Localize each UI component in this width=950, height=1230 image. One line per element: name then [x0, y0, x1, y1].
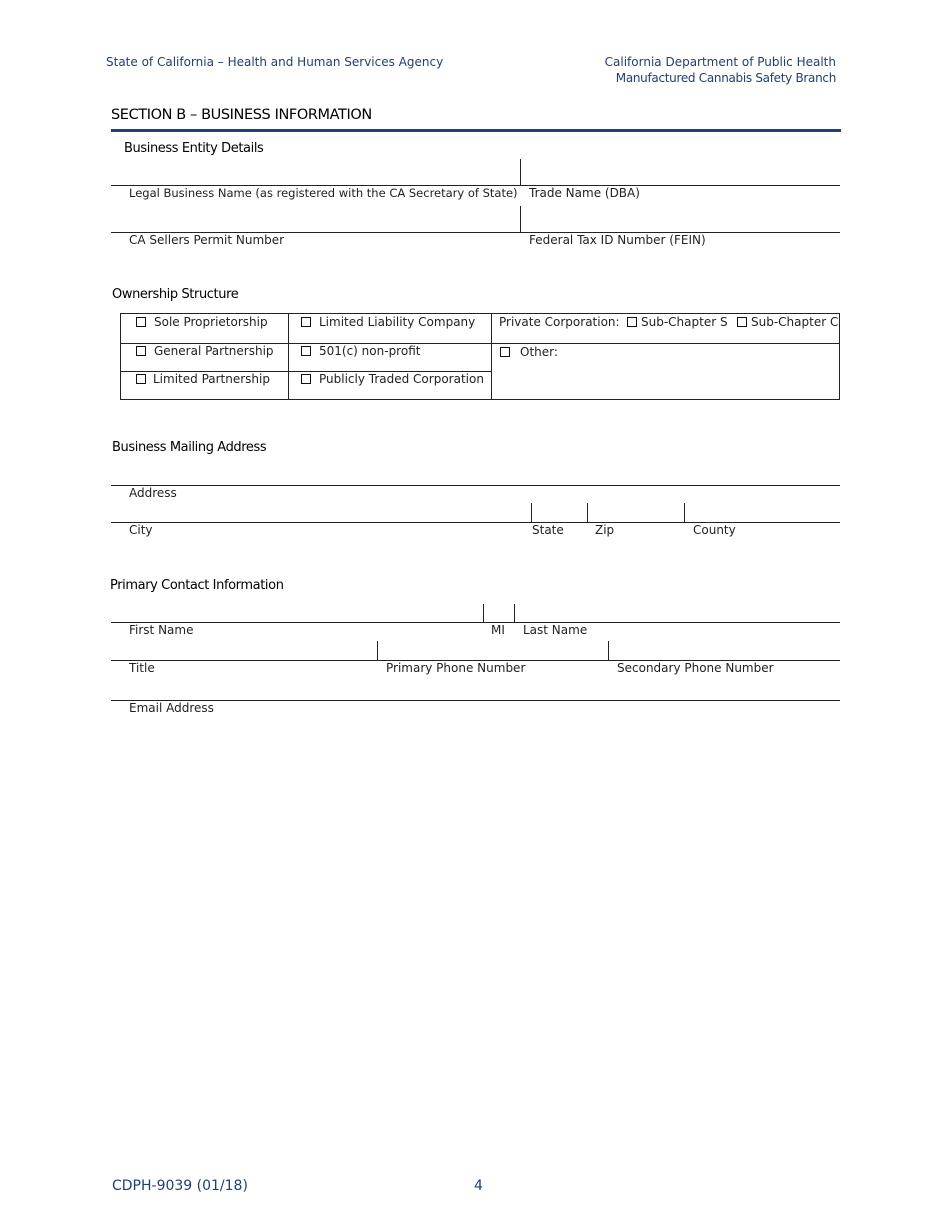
- option-label: Sub-Chapter C: [751, 315, 839, 329]
- option-label: 501(c) non-profit: [319, 344, 421, 358]
- last-name-label: Last Name: [523, 623, 588, 637]
- county-field[interactable]: [685, 503, 840, 522]
- title-divider: [377, 641, 378, 661]
- secondary-phone-field[interactable]: [609, 641, 840, 660]
- state-field[interactable]: [532, 503, 587, 522]
- address-field[interactable]: [111, 460, 840, 485]
- zip-field[interactable]: [588, 503, 684, 522]
- option-501c-nonprofit[interactable]: [301, 344, 420, 358]
- option-sole-proprietorship[interactable]: [136, 315, 268, 329]
- address-line: [111, 485, 840, 486]
- checkbox-icon[interactable]: [737, 317, 747, 327]
- city-label: City: [129, 523, 153, 537]
- option-label: Limited Partnership: [153, 372, 270, 386]
- option-label: Other:: [520, 345, 558, 359]
- form-id: CDPH-9039 (01/18): [112, 1178, 248, 1194]
- option-label: General Partnership: [154, 344, 274, 358]
- first-name-field[interactable]: [111, 604, 483, 622]
- city-field[interactable]: [111, 503, 531, 522]
- email-label: Email Address: [129, 701, 214, 715]
- contact-heading: Primary Contact Information: [110, 578, 284, 593]
- mi-field[interactable]: [484, 604, 514, 622]
- checkbox-icon[interactable]: [136, 317, 146, 327]
- zip-label: Zip: [595, 523, 615, 537]
- name-line: [111, 622, 840, 623]
- state-label: State: [532, 523, 564, 537]
- checkbox-icon[interactable]: [500, 347, 510, 357]
- checkbox-icon[interactable]: [136, 346, 146, 356]
- entity-divider-2: [520, 206, 521, 233]
- phone-divider: [608, 641, 609, 661]
- header-branch: Manufactured Cannabis Safety Branch: [615, 71, 836, 85]
- ownership-col-2: [491, 313, 492, 400]
- page-number: 4: [474, 1178, 483, 1194]
- county-label: County: [693, 523, 736, 537]
- title-field[interactable]: [111, 641, 377, 660]
- title-label: Title: [129, 661, 155, 675]
- sellers-permit-label: CA Sellers Permit Number: [129, 233, 285, 247]
- entity-divider-1: [520, 159, 521, 186]
- address-label: Address: [129, 486, 177, 500]
- checkbox-icon[interactable]: [301, 346, 311, 356]
- checkbox-icon[interactable]: [301, 374, 311, 384]
- option-sub-chapter-c[interactable]: [737, 315, 838, 329]
- ownership-heading: Ownership Structure: [112, 287, 239, 302]
- option-limited-partnership[interactable]: [136, 372, 270, 386]
- entity-heading: Business Entity Details: [124, 141, 264, 156]
- option-llc[interactable]: [301, 315, 475, 329]
- option-sub-chapter-s[interactable]: [627, 315, 728, 329]
- last-name-field[interactable]: [515, 604, 840, 622]
- option-other[interactable]: [500, 345, 558, 359]
- checkbox-icon[interactable]: [301, 317, 311, 327]
- trade-name-label: Trade Name (DBA): [529, 186, 640, 200]
- ownership-col-1: [288, 313, 289, 400]
- city-divider: [531, 503, 532, 523]
- email-field[interactable]: [111, 679, 840, 700]
- option-publicly-traded[interactable]: [301, 372, 484, 386]
- primary-phone-field[interactable]: [378, 641, 608, 660]
- section-rule: [111, 129, 841, 132]
- option-general-partnership[interactable]: [136, 344, 274, 358]
- private-corporation-label: Private Corporation:: [499, 315, 620, 329]
- legal-name-field[interactable]: [111, 159, 520, 185]
- section-title: SECTION B – BUSINESS INFORMATION: [111, 107, 372, 123]
- mailing-heading: Business Mailing Address: [112, 440, 267, 455]
- mi-label: MI: [491, 623, 505, 637]
- zip-divider: [684, 503, 685, 523]
- option-label: Limited Liability Company: [319, 315, 476, 329]
- fein-field[interactable]: [521, 206, 840, 232]
- legal-name-label: Legal Business Name (as registered with the CA Secretary of State): [129, 186, 518, 200]
- state-divider: [587, 503, 588, 523]
- trade-name-field[interactable]: [521, 159, 840, 185]
- fein-label: Federal Tax ID Number (FEIN): [529, 233, 706, 247]
- header-agency: State of California – Health and Human Services Agency: [106, 55, 444, 69]
- secondary-phone-label: Secondary Phone Number: [617, 661, 774, 675]
- mi-divider: [514, 604, 515, 623]
- option-label: Sub-Chapter S: [641, 315, 728, 329]
- header-department: California Department of Public Health: [604, 55, 836, 69]
- primary-phone-label: Primary Phone Number: [386, 661, 526, 675]
- option-label: Publicly Traded Corporation: [319, 372, 484, 386]
- email-line: [111, 700, 840, 701]
- first-name-divider: [483, 604, 484, 623]
- checkbox-icon[interactable]: [136, 374, 146, 384]
- sellers-permit-field[interactable]: [111, 206, 520, 232]
- first-name-label: First Name: [129, 623, 194, 637]
- option-label: Sole Proprietorship: [154, 315, 268, 329]
- checkbox-icon[interactable]: [627, 317, 637, 327]
